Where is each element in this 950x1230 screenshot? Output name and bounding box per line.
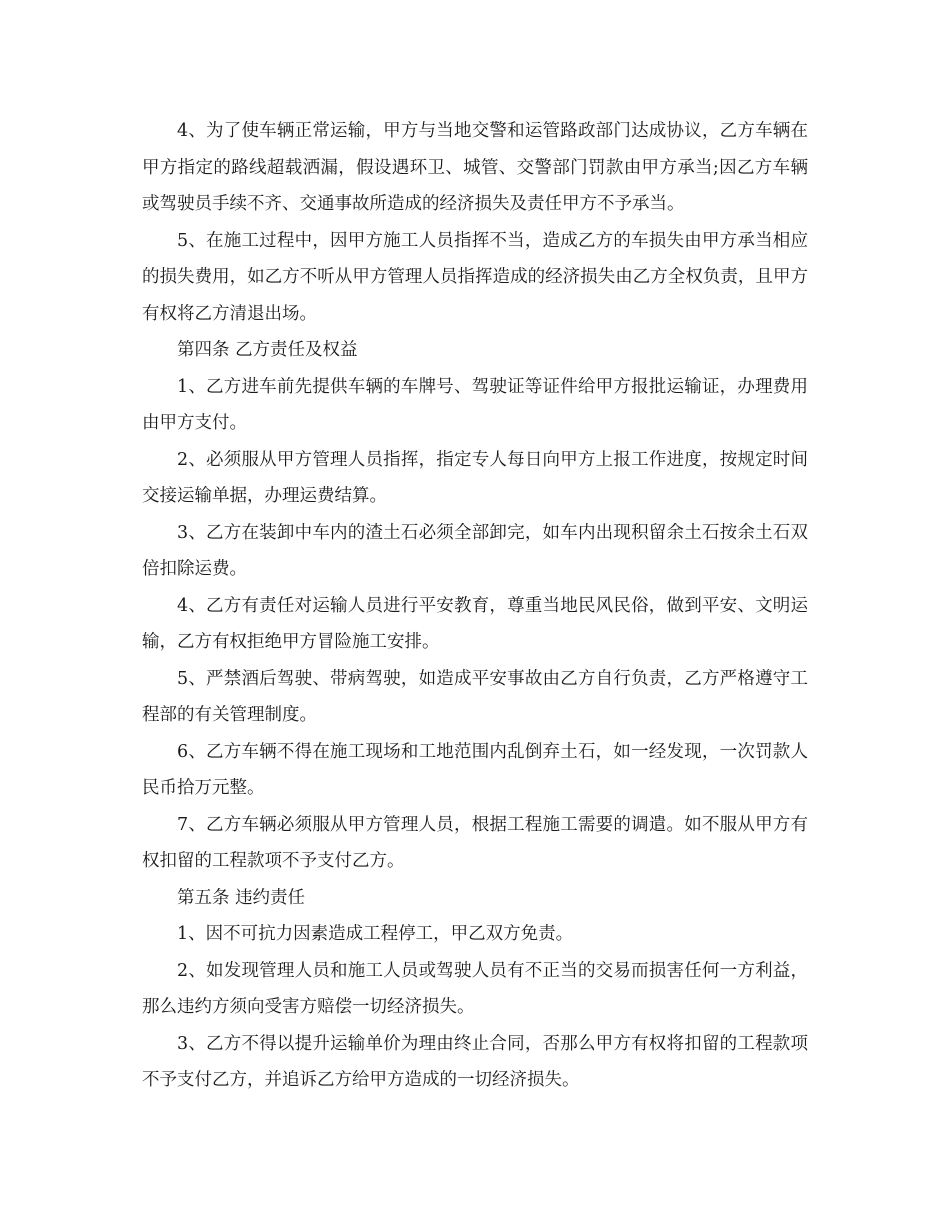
article-5-item-2: 2、如发现管理人员和施工人员或驾驶人员有不正当的交易而损害任何一方利益，那么违约方须向受害方赔偿一切经济损失。 [142, 960, 808, 1017]
article-4-heading: 第四条 乙方责任及权益 [177, 340, 358, 360]
article-4-item-5: 5、严禁酒后驾驶、带病驾驶，如造成平安事故由乙方自行负责，乙方严格遵守工程部的有关管理制度。 [142, 668, 808, 725]
article-4-item-1: 1、乙方进车前先提供车辆的车牌号、驾驶证等证件给甲方报批运输证，办理费用由甲方支付。 [142, 376, 808, 433]
article-4-item-3: 3、乙方在装卸中车内的渣土石必须全部卸完，如车内出现积留余土石按余土石双倍扣除运费。 [142, 522, 808, 579]
article-4-item-2: 2、必须服从甲方管理人员指挥，指定专人每日向甲方上报工作进度，按规定时间交接运输单据，办理运费结算。 [142, 449, 808, 506]
clause-5-construction-loss: 5、在施工过程中，因甲方施工人员指挥不当，造成乙方的车损失由甲方承当相应的损失费用，如乙方不听从甲方管理人员指挥造成的经济损失由乙方全权负责，且甲方有权将乙方清退出场。 [142, 230, 808, 324]
article-5-heading: 第五条 违约责任 [177, 887, 306, 908]
article-4-item-7: 7、乙方车辆必须服从甲方管理人员，根据工程施工需要的调遣。如不服从甲方有权扣留的工程款项不予支付乙方。 [142, 814, 808, 871]
article-5-item-3: 3、乙方不得以提升运输单价为理由终止合同，否那么甲方有权将扣留的工程款项不予支付乙方，并追诉乙方给甲方造成的一切经济损失。 [142, 1033, 808, 1090]
clause-4-traffic-agreement: 4、为了使车辆正常运输，甲方与当地交警和运管路政部门达成协议，乙方车辆在甲方指定的路线超载洒漏，假设遇环卫、城管、交警部门罚款由甲方承当;因乙方车辆或驾驶员手续不齐、交通事故所造成的经济损失及责任甲方不予承当。 [142, 121, 808, 214]
article-4-item-6: 6、乙方车辆不得在施工现场和工地范围内乱倒弃土石，如一经发现，一次罚款人民币拾万元整。 [142, 741, 808, 798]
article-5-item-1: 1、因不可抗力因素造成工程停工，甲乙双方免责。 [177, 924, 574, 944]
article-4-item-4: 4、乙方有责任对运输人员进行平安教育，尊重当地民风民俗，做到平安、文明运输，乙方有权拒绝甲方冒险施工安排。 [142, 595, 808, 652]
